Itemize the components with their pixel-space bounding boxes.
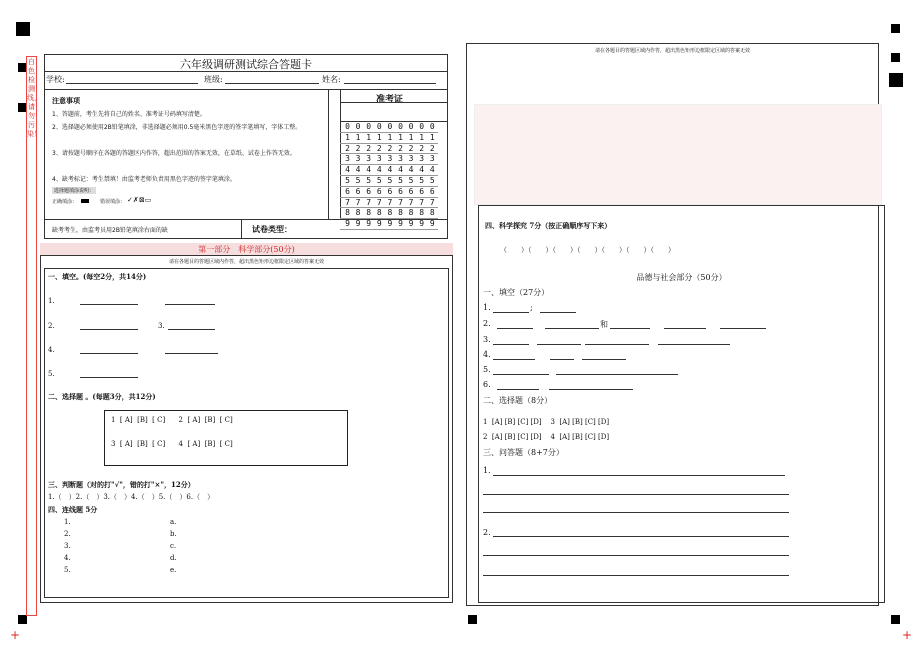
exam-id-digit[interactable]: 8 (366, 208, 372, 218)
exam-id-digit[interactable]: 9 (345, 219, 350, 229)
exam-id-digit[interactable]: 3 (355, 154, 361, 164)
exam-id-digit[interactable]: 1 (408, 132, 414, 142)
blank[interactable] (720, 328, 766, 329)
blank[interactable] (165, 353, 218, 354)
exam-id-digit[interactable]: 7 (398, 197, 403, 207)
qa-item: 1. (483, 466, 491, 475)
exam-id-digit[interactable]: 0 (429, 122, 435, 131)
exam-id-digit[interactable]: 7 (355, 197, 361, 207)
exam-id-digit[interactable]: 9 (408, 219, 414, 229)
fill-item: 4. (483, 350, 491, 359)
choice-row[interactable]: 2 [A] [B] [C] [D] 4 [A] [B] [C] [D] (483, 433, 610, 441)
blank[interactable] (556, 374, 678, 375)
exam-id-digit[interactable]: 9 (366, 219, 372, 229)
exam-id-digit[interactable]: 0 (366, 122, 372, 131)
science-q4-title: 四、科学探究 7分（按正确顺序写下来） (485, 221, 612, 230)
blank[interactable] (80, 329, 138, 330)
q1-item: 3. (158, 322, 165, 330)
answer-line[interactable] (493, 475, 785, 476)
q1-item: 1. (48, 297, 55, 305)
exam-id-digit[interactable]: 3 (429, 154, 435, 164)
answer-line[interactable] (483, 575, 789, 576)
blank[interactable] (165, 304, 215, 305)
exam-id-digit[interactable]: 1 (345, 132, 350, 142)
exam-id-digit[interactable]: 2 (419, 143, 425, 153)
fill-wrong-label: 错误填涂： (100, 199, 126, 205)
blank[interactable] (585, 344, 649, 345)
section-header: 第一部分 科学部分(50分) (198, 245, 295, 254)
exam-id-digit[interactable]: 4 (376, 165, 382, 175)
q1-item: 2. (48, 322, 55, 330)
prior-answer-area (474, 104, 882, 205)
blank[interactable] (168, 329, 215, 330)
blank[interactable] (80, 377, 138, 378)
exam-id-digit[interactable]: 2 (429, 143, 435, 153)
exam-id-digit[interactable]: 0 (355, 122, 361, 131)
fill-correct-label: 正确填涂： (52, 199, 78, 205)
exam-id-digit[interactable]: 8 (398, 208, 403, 218)
fill-item: 5. (483, 365, 491, 374)
choice-row[interactable]: 1 [A] [B] [C] [D] 3 [A] [B] [C] [D] (483, 418, 610, 426)
fill-example-title: 选择题填涂说明： (54, 188, 95, 194)
paper-type-label: 试卷类型： (252, 224, 292, 234)
match-left: 1. (64, 518, 71, 526)
exam-id-digit[interactable]: 3 (419, 154, 425, 164)
exam-id-digit[interactable]: 1 (429, 132, 435, 142)
registration-mark (468, 615, 477, 624)
exam-id-digit[interactable]: 4 (366, 165, 372, 175)
exam-id-digit[interactable]: 3 (387, 154, 393, 164)
match-left: 5. (64, 566, 71, 574)
exam-id-digit[interactable]: 8 (355, 208, 361, 218)
qa-item: 2. (483, 528, 491, 537)
exam-id-digit[interactable]: 0 (345, 122, 350, 131)
fill-item: 6. (483, 380, 491, 389)
q3-title: 三、判断题（对的打"√"，错的打"×"，12分） (48, 480, 195, 489)
crop-mark: + (902, 628, 913, 642)
name-field[interactable] (344, 83, 436, 84)
exam-id-digit[interactable]: 9 (429, 219, 435, 229)
area-notice: 请在各题目的答题区域内作答，超出黑色矩形边框限定区域的答案无效 (168, 259, 324, 265)
answer-line[interactable] (483, 512, 789, 513)
exam-id-digit[interactable]: 1 (376, 132, 382, 142)
school-field[interactable] (66, 83, 198, 84)
qa-title: 三、问答题（8+7分） (483, 448, 564, 457)
fill-item: 1. (483, 303, 491, 312)
exam-id-digit[interactable]: 7 (376, 197, 382, 207)
q2-title: 二、选择题 。(每题3分，共12分) (48, 392, 156, 401)
exam-id-digit[interactable]: 6 (429, 186, 435, 196)
exam-id-digit[interactable]: 2 (355, 143, 361, 153)
blank[interactable] (582, 359, 626, 360)
exam-id-digit[interactable]: 6 (376, 186, 382, 196)
blank[interactable] (497, 328, 533, 329)
correct-fill-mark (81, 199, 89, 203)
exam-id-digit[interactable]: 1 (387, 132, 393, 142)
exam-id-digit[interactable]: 4 (355, 165, 361, 175)
registration-mark (18, 615, 27, 624)
exam-id-digit[interactable]: 6 (345, 186, 350, 196)
notice-item: 3、请按题号顺序在各题的答题区内作答，超出范围的答案无效，在草纸、试卷上作答无效。 (52, 150, 296, 157)
exam-id-digit[interactable]: 9 (419, 219, 425, 229)
blank[interactable] (545, 328, 599, 329)
match-right: b. (170, 530, 177, 538)
wrong-fill-marks-icon: ✓✗⊠▭ (127, 196, 152, 204)
area-notice: 请在各题目的答题区域内作答，超出黑色矩形边框限定区域的答案无效 (594, 48, 750, 54)
exam-id-digit[interactable]: 3 (376, 154, 382, 164)
exam-id-digit[interactable]: 8 (419, 208, 425, 218)
choice-title: 二、选择题（8分） (483, 396, 553, 405)
exam-id-digit[interactable]: 5 (366, 176, 372, 185)
notice-item: 2、选择题必须使用2B铅笔填涂，非选择题必须用0.5毫米黑色字迹的签字笔填写，字体工整。 (52, 124, 302, 131)
blank[interactable] (610, 328, 650, 329)
exam-id-digit[interactable]: 3 (366, 154, 372, 164)
exam-id-digit[interactable]: 7 (429, 197, 435, 207)
exam-id-digit[interactable]: 9 (355, 219, 361, 229)
exam-id-digit[interactable]: 3 (345, 154, 350, 164)
exam-id-digit[interactable]: 3 (398, 154, 403, 164)
exam-id-digit[interactable]: 9 (398, 219, 403, 229)
match-right: c. (170, 542, 177, 550)
answer-line[interactable] (493, 536, 789, 537)
exam-id-digit[interactable]: 1 (398, 132, 403, 142)
exam-id-digit[interactable]: 4 (419, 165, 425, 175)
exam-id-digit[interactable]: 6 (355, 186, 361, 196)
blank[interactable] (540, 312, 576, 313)
exam-id-digit[interactable]: 0 (387, 122, 393, 131)
match-right: e. (170, 566, 177, 574)
exam-id-digit[interactable]: 5 (345, 176, 350, 185)
exam-id-digit[interactable]: 2 (408, 143, 414, 153)
exam-id-digit[interactable]: 6 (398, 186, 403, 196)
registration-mark (889, 73, 903, 87)
part2-title: 品德与社会部分（50分） (636, 273, 727, 282)
exam-id-digit[interactable]: 4 (345, 165, 350, 175)
blank[interactable] (550, 359, 574, 360)
q1-item: 4. (48, 346, 55, 354)
answer-line[interactable] (483, 555, 789, 556)
q3-line[interactable]: 1.（ ）2.（ ）3.（ ）4.（ ）5.（ ）6.（ ） (48, 493, 215, 501)
notice-item: 1、答题前，考生先将自己的姓名、准考证号码填写清楚。 (52, 111, 206, 118)
blank[interactable] (493, 312, 529, 313)
exam-id-digit[interactable]: 5 (355, 176, 361, 185)
blank[interactable] (549, 389, 633, 390)
exam-id-digit[interactable]: 8 (345, 208, 350, 218)
fill-joiner: 和 (600, 320, 608, 329)
exam-id-digit[interactable]: 4 (429, 165, 435, 175)
card-title: 六年级调研测试综合答题卡 (180, 58, 312, 71)
exam-id-digit[interactable]: 2 (345, 143, 350, 153)
blank[interactable] (80, 304, 138, 305)
notice-title: 注意事项 (52, 96, 80, 105)
fill-title: 一、填空（27分） (483, 288, 550, 297)
exam-id-digit[interactable]: 7 (345, 197, 350, 207)
exam-id-digit[interactable]: 2 (366, 143, 372, 153)
blank[interactable] (493, 374, 549, 375)
science-q4-line[interactable]: （ ）（ ）（ ）（ ）（ ）（ ）（ ） (500, 246, 675, 254)
exam-id-digit[interactable]: 6 (366, 186, 372, 196)
exam-id-digit[interactable]: 1 (419, 132, 425, 142)
blank[interactable] (493, 359, 535, 360)
exam-id-digit[interactable]: 2 (376, 143, 382, 153)
exam-id-digit[interactable]: 4 (387, 165, 393, 175)
exam-id-digit[interactable]: 0 (419, 122, 425, 131)
match-right: d. (170, 554, 177, 562)
match-left: 3. (64, 542, 71, 550)
exam-id-digit[interactable]: 0 (398, 122, 403, 131)
q4-title: 四、连线题 5分 (48, 505, 98, 514)
match-right: a. (170, 518, 177, 526)
q1-item: 5. (48, 370, 55, 378)
exam-id-digit[interactable]: 5 (408, 176, 414, 185)
exam-id-digit[interactable]: 8 (376, 208, 382, 218)
exam-id-digit[interactable]: 3 (408, 154, 414, 164)
exam-id-digit[interactable]: 6 (408, 186, 414, 196)
exam-id-digit[interactable]: 8 (429, 208, 435, 218)
detection-note: 白色检测线，请勿污染！ (27, 58, 41, 138)
exam-id-digit[interactable]: 5 (376, 176, 382, 185)
choice-row[interactable]: 1 [ A] [B] [ C] 2 [ A] [B] [ C] (111, 416, 233, 424)
exam-id-digit[interactable]: 5 (419, 176, 425, 185)
school-label: 学校: (46, 75, 65, 84)
exam-id-digit[interactable]: 4 (408, 165, 414, 175)
class-field[interactable] (225, 83, 319, 84)
blank[interactable] (537, 344, 581, 345)
exam-id-digit[interactable]: 2 (398, 143, 403, 153)
choice-row[interactable]: 3 [ A] [B] [ C] 4 [ A] [B] [ C] (111, 440, 233, 448)
q1-title: 一、填空。(每空2分，共14分) (48, 272, 147, 281)
exam-id-digit[interactable]: 5 (398, 176, 403, 185)
class-label: 班级: (204, 75, 223, 84)
exam-id-digit[interactable]: 5 (387, 176, 393, 185)
blank[interactable] (497, 389, 539, 390)
notice-item: 4、缺考标记：考生禁填！由监考老师负责用黑色字迹的签字笔填涂。 (52, 176, 236, 183)
fill-item: 3. (483, 335, 491, 344)
name-label: 姓名: (322, 75, 341, 84)
exam-id-digit[interactable]: 7 (366, 197, 372, 207)
detection-strip (26, 56, 41, 616)
exam-id-digit[interactable]: 0 (408, 122, 414, 131)
fill-item: 2. (483, 319, 491, 328)
exam-id-digit[interactable]: 7 (419, 197, 425, 207)
exam-id-digit[interactable]: 1 (355, 132, 361, 142)
blank[interactable] (80, 353, 138, 354)
registration-mark (891, 24, 900, 33)
registration-mark (16, 22, 30, 36)
exam-id-digit[interactable]: 4 (398, 165, 403, 175)
exam-id-digit[interactable]: 9 (376, 219, 382, 229)
registration-mark (891, 53, 900, 62)
match-left: 4. (64, 554, 71, 562)
exam-id-digit[interactable]: 6 (387, 186, 393, 196)
exam-id-digit[interactable]: 7 (387, 197, 393, 207)
exam-id-digit[interactable]: 6 (419, 186, 425, 196)
exam-id-digit[interactable]: 0 (376, 122, 382, 131)
blank[interactable] (658, 344, 730, 345)
blank[interactable] (493, 344, 529, 345)
match-left: 2. (64, 530, 71, 538)
exam-id-digit[interactable]: 2 (387, 143, 393, 153)
answer-line[interactable] (483, 494, 789, 495)
exam-id-digit[interactable]: 9 (387, 219, 393, 229)
absent-note: 缺考考生，由监考员用2B铅笔填涂右面的缺 (52, 227, 168, 234)
exam-id-digit[interactable]: 7 (408, 197, 414, 207)
exam-id-digit[interactable]: 8 (408, 208, 414, 218)
exam-id-digit[interactable]: 1 (366, 132, 372, 142)
blank[interactable] (664, 328, 706, 329)
crop-mark: + (10, 628, 21, 642)
exam-id-digit[interactable]: 5 (429, 176, 435, 185)
exam-id-title: 准考证 (376, 95, 404, 105)
exam-id-digit[interactable]: 8 (387, 208, 393, 218)
registration-mark (891, 615, 900, 624)
